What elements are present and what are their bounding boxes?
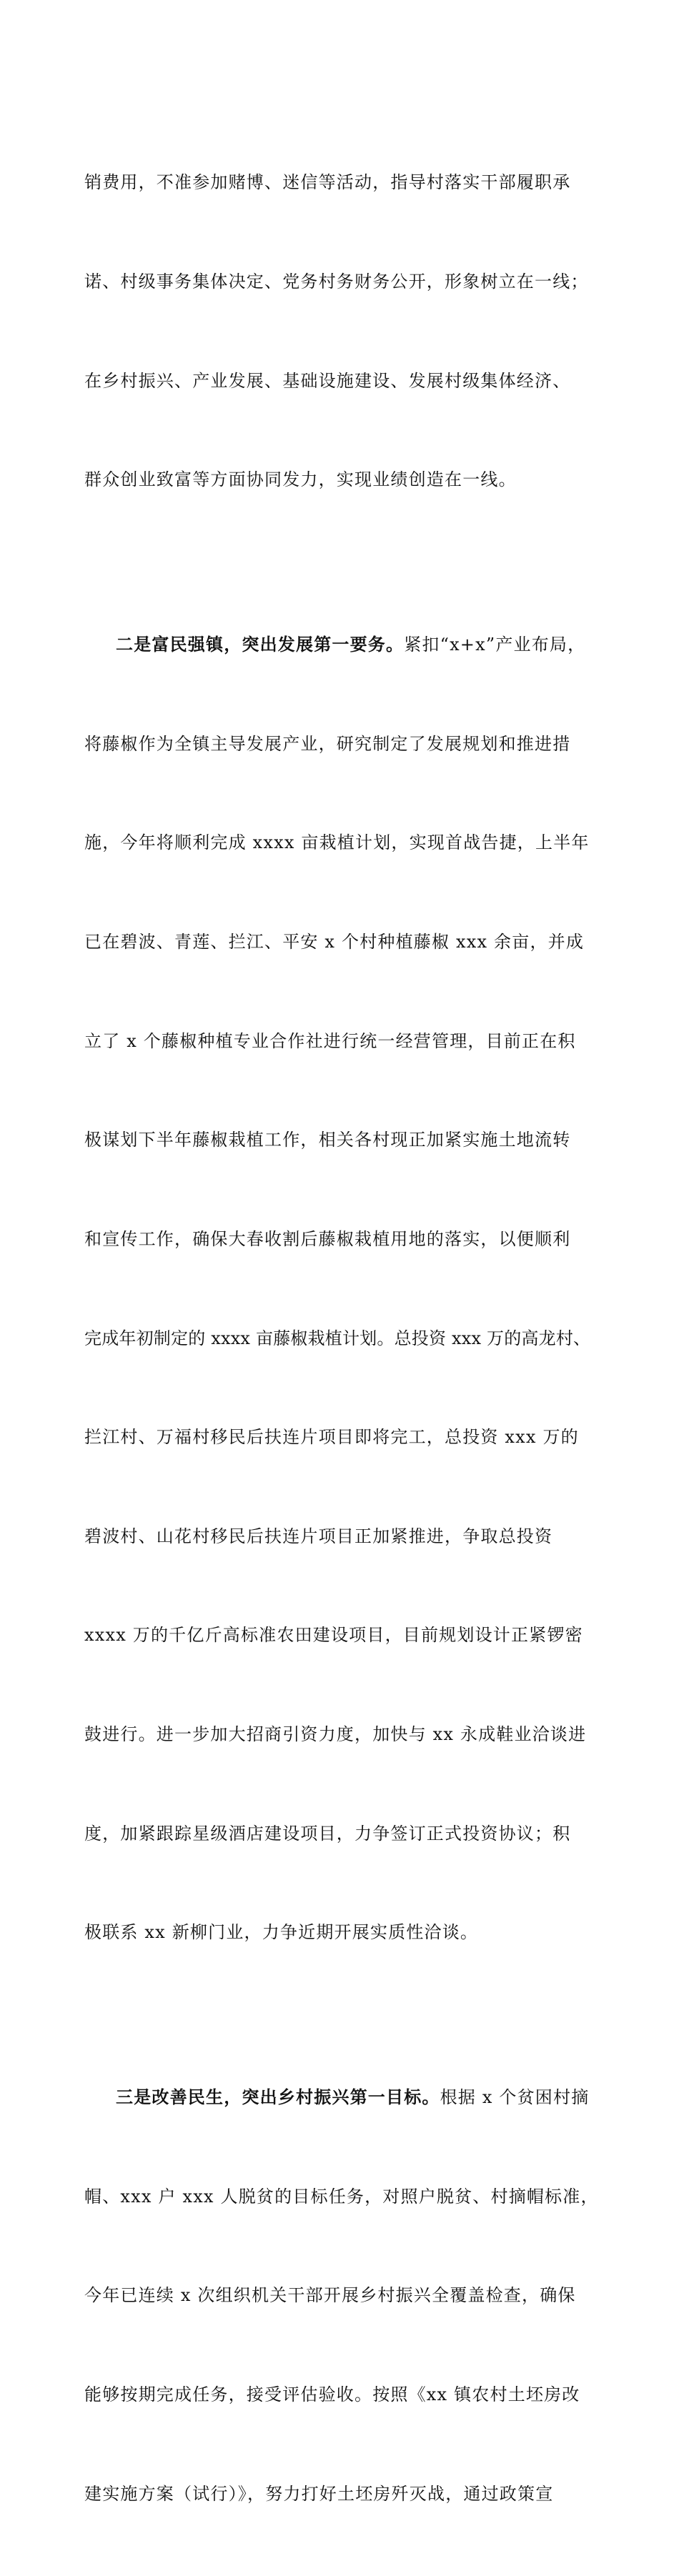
text-run: 紧扣“x+x”产业布局， bbox=[404, 635, 586, 655]
text-line: 拦江村、万福村移民后扶连片项目即将完工，总投资 xxx 万的 bbox=[84, 1427, 579, 1448]
text-line: 完成年初制定的 xxxx 亩藤椒栽植计划。总投资 xxx 万的高龙村、 bbox=[84, 1328, 591, 1348]
paragraph-heading: 三是改善民生，突出乡村振兴第一目标。 bbox=[116, 2087, 440, 2108]
paragraph-first-line bbox=[84, 628, 599, 661]
text-line: 群众创业致富等方面协同发力，实现业绩创造在一线。 bbox=[84, 469, 517, 490]
text-line: 在乡村振兴、产业发展、基础设施建设、发展村级集体经济、 bbox=[84, 370, 571, 391]
text-line: 将藤椒作为全镇主导发展产业，研究制定了发展规划和推进措 bbox=[84, 733, 571, 754]
text-line: 碧波村、山花村移民后扶连片项目正加紧推进，争取总投资 bbox=[84, 1526, 553, 1546]
text-line: 施，今年将顺利完成 xxxx 亩栽植计划，实现首战告捷，上半年 bbox=[84, 832, 590, 853]
text-line: 已在碧波、青莲、拦江、平安 x 个村种植藤椒 xxx 余亩，并成 bbox=[84, 932, 585, 953]
text-line: xxxx 万的千亿斤高标准农田建设项目，目前规划设计正紧锣密 bbox=[84, 1625, 583, 1646]
paragraph-1 bbox=[84, 100, 599, 562]
text-line: 帽、xxx 户 xxx 人脱贫的目标任务，对照户脱贫、村摘帽标准， bbox=[84, 2186, 599, 2207]
text-line: 今年已连续 x 次组织机关干部开展乡村振兴全覆盖检查，确保 bbox=[84, 2285, 576, 2306]
paragraph-heading: 二是富民强镇，突出发展第一要务。 bbox=[116, 634, 405, 655]
text-run: 根据 x 个贫困村摘 bbox=[440, 2087, 590, 2108]
text-line: 极谋划下半年藤椒栽植工作，相关各村现正加紧实施土地流转 bbox=[84, 1130, 571, 1150]
paragraph-2 bbox=[84, 562, 599, 2015]
text-line: 诺、村级事务集体决定、党务村务财务公开，形象树立在一线； bbox=[84, 272, 589, 292]
text-line: 鼓进行。进一步加大招商引资力度，加快与 xx 永成鞋业洽谈进 bbox=[84, 1724, 587, 1744]
paragraph-3 bbox=[84, 2015, 599, 2576]
paragraph-first-line bbox=[84, 2081, 599, 2114]
text-line: 建实施方案（试行）》，努力打好土坯房歼灭战，通过政策宣 bbox=[84, 2483, 554, 2504]
text-line: 和宣传工作，确保大春收割后藤椒栽植用地的落实，以便顺利 bbox=[84, 1228, 571, 1249]
text-line: 度，加紧跟踪星级酒店建设项目，力争签订正式投资协议；积 bbox=[84, 1823, 571, 1844]
text-line: 销费用，不准参加赌博、迷信等活动，指导村落实干部履职承 bbox=[84, 172, 571, 193]
text-line: 能够按期完成任务，接受评估验收。按照《xx 镇农村土坯房改 bbox=[84, 2384, 580, 2405]
document-body bbox=[84, 100, 599, 2576]
text-line: 极联系 xx 新柳门业，力争近期开展实质性洽谈。 bbox=[84, 1922, 479, 1943]
text-line: 立了 x 个藤椒种植专业合作社进行统一经营管理，目前正在积 bbox=[84, 1030, 576, 1051]
